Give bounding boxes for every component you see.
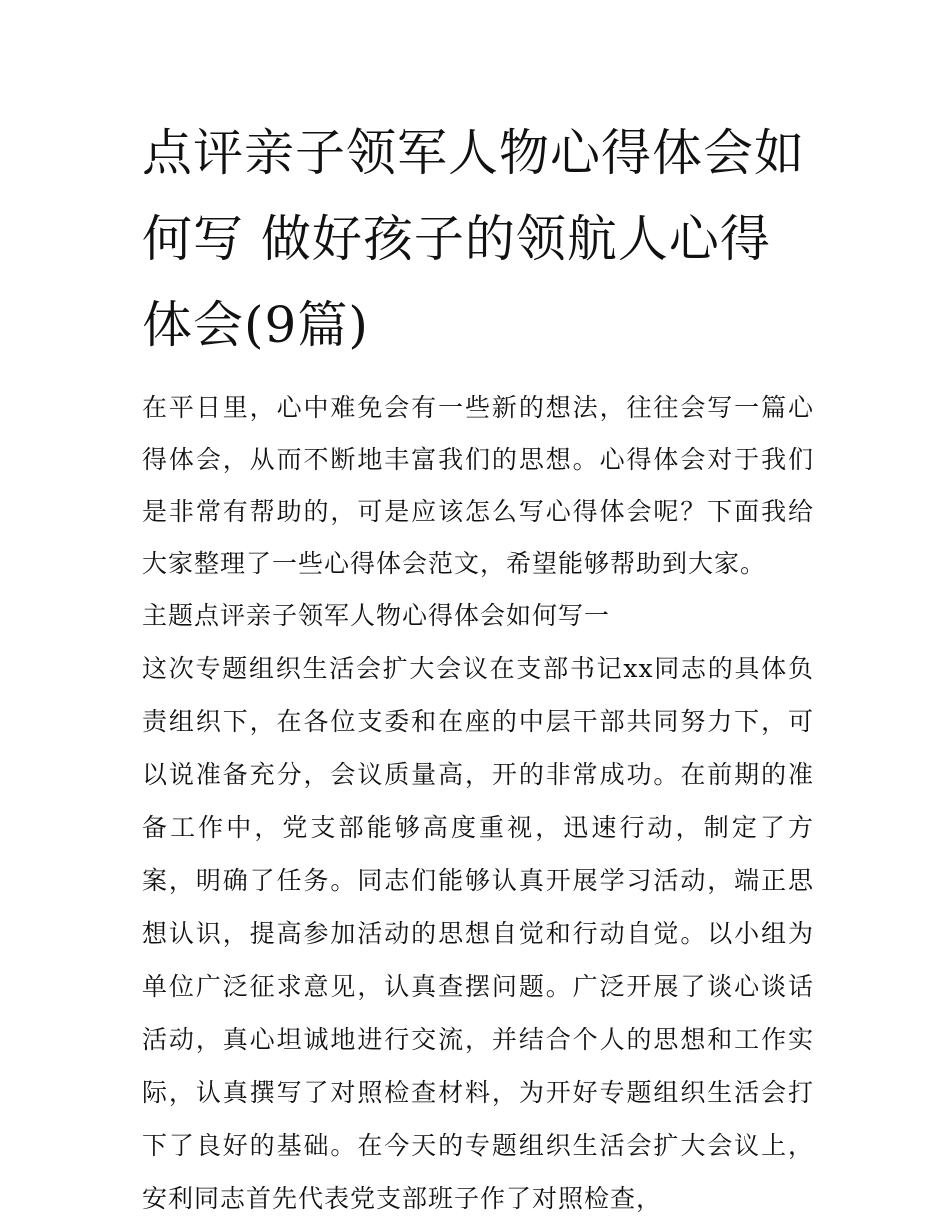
section-heading: 主题点评亲子领军人物心得体会如何写一 xyxy=(142,601,611,630)
body-paragraph: 这次专题组织生活会扩大会议在支部书记xx同志的具体负责组织下，在各位支委和在座的中层干部共同努力下，可以说准备充分，会议质量高，开的非常成功。在前期的准备工作中，党支部能够高度重视，迅速行动，制定了方案，明确了任务。同志们能够认真开展学习活动，端正思想认识，提高参加活动的思想自觉和行动自觉。以小组为单位广泛征求意见，认真查摆问题。广泛开展了谈心谈话活动，真心坦诚地进行交流，并结合个人的思想和工作实际，认真撰写了对照检查材料，为开好专题组织生活会打下了良好的基础。在今天的专题组织生活会扩大会议上，安利同志首先代表党支部班子作了对照检查， xyxy=(142,654,814,1213)
document-title: 点评亲子领军人物心得体会如何写 做好孩子的领航人心得体会(9篇) xyxy=(142,124,805,354)
document-page xyxy=(142,110,814,1225)
intro-paragraph: 在平日里，心中难免会有一些新的想法，往往会写一篇心得体会，从而不断地丰富我们的思想。心得体会对于我们是非常有帮助的，可是应该怎么写心得体会呢？下面我给大家整理了一些心得体会范文，希望能够帮助到大家。 xyxy=(142,393,814,578)
